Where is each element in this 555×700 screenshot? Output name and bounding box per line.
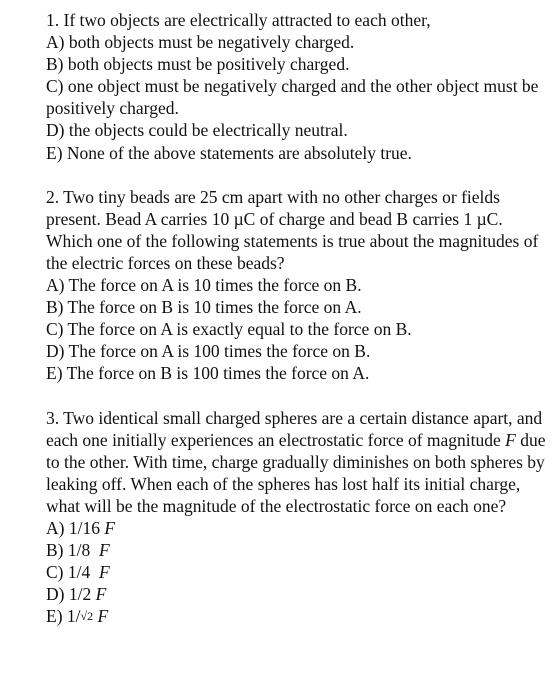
question-1-choice-e: E) None of the above statements are absolutely true. (46, 142, 412, 163)
choice-label: A) 1/16 (46, 517, 105, 538)
question-3-stem-before: 3. Two identical small charged spheres are a certain distance apart, and each one initially experiences an electrostatic force of magnitude (46, 407, 543, 450)
question-1 (46, 9, 546, 164)
question-2-choice-a: A) The force on A is 10 times the force on B. (46, 275, 362, 296)
question-3-choice-c (46, 561, 546, 583)
choice-label: B) 1/8 (46, 540, 99, 561)
question-1-choice-b: B) both objects must be positively charged. (46, 54, 350, 75)
question-1-stem: 1. If two objects are electrically attracted to each other, (46, 10, 431, 30)
choice-variable: F (104, 517, 116, 538)
choice-variable: F (97, 606, 109, 627)
question-1-choice-c: C) one object must be negatively charged and the other object must be positively charged. (46, 76, 539, 119)
question-2-stem: 2. Two tiny beads are 25 cm apart with no other charges or fields present. Bead A carries 10 µC of charge and bead B carries 1 µC. Which one of the following statements is true about the magnitudes of the electric forces on these beads? (46, 186, 539, 273)
choice-label: E) 1/ (46, 606, 81, 627)
choice-variable: F (99, 540, 110, 561)
question-2 (46, 186, 546, 385)
choice-label: C) 1/4 (46, 562, 99, 583)
question-3-force-variable: F (505, 429, 516, 450)
choice-label: D) 1/2 (46, 584, 96, 605)
question-3-choice-d (46, 583, 546, 605)
question-2-choice-e: E) The force on B is 100 times the force on A. (46, 363, 370, 384)
square-root: √2 (80, 609, 94, 624)
question-3-choice-a (46, 517, 546, 539)
question-2-choice-d: D) The force on A is 100 times the force on B. (46, 341, 371, 362)
question-1-choice-a: A) both objects must be negatively charged. (46, 32, 355, 53)
question-1-choice-d: D) the objects could be electrically neutral. (46, 120, 348, 141)
quiz-page (46, 9, 546, 649)
question-3-stem-after: due to the other. With time, charge gradually diminishes on both spheres by leaking off. When each of the spheres has lost half its initial charge, what will be the magnitude of the electrostatic force on each one? (46, 429, 546, 516)
choice-variable: F (99, 562, 110, 583)
question-3-stem (46, 407, 546, 517)
question-3-choice-e (46, 605, 546, 627)
question-2-choice-b: B) The force on B is 10 times the force on A. (46, 297, 362, 318)
question-3 (46, 407, 546, 628)
choice-variable: F (95, 584, 107, 605)
question-3-choice-b (46, 539, 546, 561)
question-2-choice-c: C) The force on A is exactly equal to the force on B. (46, 319, 412, 340)
